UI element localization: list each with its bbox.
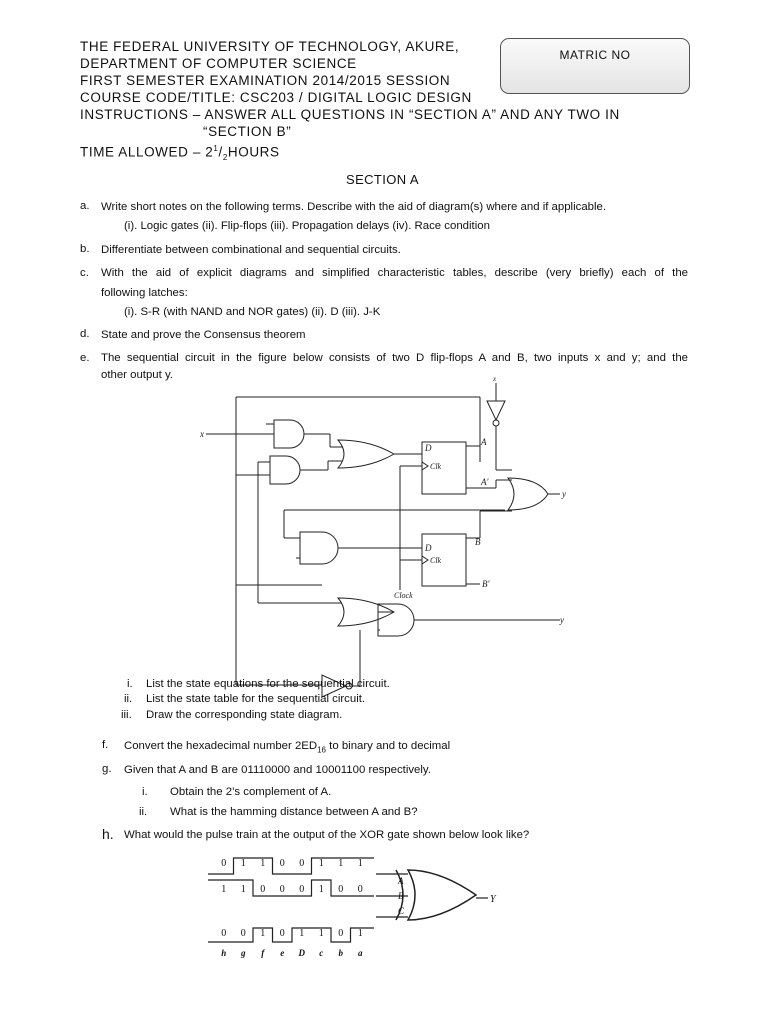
question-g-sub-i-text: Obtain the 2’s complement of A.: [170, 786, 332, 798]
wave-row2-bit-5: 1: [318, 884, 324, 895]
circuit-label-d-b: D: [425, 543, 432, 553]
question-h-label: h.: [102, 826, 114, 842]
question-b-text: Differentiate between combinational and sequential circuits.: [101, 244, 401, 256]
circuit-label-x: x: [200, 429, 204, 439]
question-g-text: Given that A and B are 01110000 and 10001100 respectively.: [124, 764, 431, 776]
question-c-label: c.: [80, 267, 89, 279]
section-title: SECTION A: [346, 172, 419, 187]
question-c-items: (i). S-R (with NAND and NOR gates) (ii). D (iii). J-K: [124, 306, 381, 318]
wave-row3-bit-1: 0: [240, 928, 246, 939]
wave-bottom-label-1: g: [241, 948, 246, 958]
header-course: COURSE CODE/TITLE: CSC203 / DIGITAL LOGIC DESIGN: [80, 90, 472, 105]
wave-row3-bit-0: 0: [221, 928, 227, 939]
wave-row1-bit-5: 1: [318, 858, 324, 869]
question-e-sub-iii-num: iii.: [121, 709, 132, 721]
question-g-sub-i-num: i.: [142, 786, 148, 798]
header-exam: FIRST SEMESTER EXAMINATION 2014/2015 SESSION: [80, 73, 451, 88]
wave-row2-bit-7: 0: [357, 884, 363, 895]
wave-row3-bit-7: 1: [357, 928, 363, 939]
header-department: DEPARTMENT OF COMPUTER SCIENCE: [80, 56, 357, 71]
question-g-label: g.: [102, 763, 112, 775]
question-e-sub-ii-num: ii.: [124, 693, 133, 705]
circuit-label-clock: Clock: [394, 591, 413, 600]
question-h-text: What would the pulse train at the output of the XOR gate shown below look like?: [124, 829, 530, 841]
wave-row2-bit-1: 1: [240, 884, 246, 895]
question-e-sub-ii-text: List the state table for the sequential circuit.: [146, 693, 366, 705]
question-d-text: State and prove the Consensus theorem: [101, 329, 306, 341]
wave-row1-bit-1: 1: [240, 858, 246, 869]
wave-bottom-label-5: c: [319, 948, 324, 958]
wave-row2-bit-3: 0: [279, 884, 285, 895]
wave-row2-bit-0: 1: [221, 884, 227, 895]
question-e-label: e.: [80, 352, 90, 364]
wave-bottom-label-6: b: [338, 948, 343, 958]
wave-row1-bit-4: 0: [299, 858, 305, 869]
circuit-label-a-prime: A': [481, 477, 489, 487]
question-a-items: (i). Logic gates (ii). Flip-flops (iii). Propagation delays (iv). Race condition: [124, 220, 490, 232]
wave-bottom-label-2: f: [261, 948, 265, 958]
wave-row2-bit-6: 0: [338, 884, 344, 895]
question-e-text: The sequential circuit in the figure below consists of two D flip-flops A and B, two inputs x and y; and the: [101, 352, 688, 364]
wave-bottom-label-3: e: [280, 948, 285, 958]
wave-row1-bit-7: 1: [357, 858, 363, 869]
header-instructions: INSTRUCTIONS – ANSWER ALL QUESTIONS IN “SECTION A” AND ANY TWO IN: [80, 107, 620, 122]
question-a-text: Write short notes on the following terms. Describe with the aid of diagram(s) where and if applicable.: [101, 201, 607, 213]
question-c-text: With the aid of explicit diagrams and simplified characteristic tables, describe (very briefly) each of the: [101, 267, 688, 279]
question-d-label: d.: [80, 328, 90, 340]
wave-row3-bit-5: 1: [318, 928, 324, 939]
question-g-sub-ii-text: What is the hamming distance between A and B?: [170, 806, 418, 818]
wave-row3-bit-6: 0: [338, 928, 344, 939]
wave-row2-bit-2: 0: [260, 884, 266, 895]
wave-row1-bit-2: 1: [260, 858, 266, 869]
circuit-label-y-bottom: y: [560, 615, 564, 625]
xor-output-y: Y: [490, 894, 496, 905]
question-c-text-cont: following latches:: [101, 287, 188, 299]
wave-bottom-label-0: h: [221, 948, 227, 958]
wave-row1-bit-3: 0: [279, 858, 285, 869]
matric-no-label: MATRIC NO: [559, 48, 631, 62]
header-instructions-cont: “SECTION B”: [203, 124, 292, 139]
wave-row3-bit-4: 1: [299, 928, 305, 939]
question-f-label: f.: [102, 739, 109, 751]
circuit-label-b: B: [475, 537, 481, 547]
question-b-label: b.: [80, 243, 90, 255]
header-time: TIME ALLOWED – $2^1/_2HOURS$: [80, 144, 280, 163]
wave-row1-bit-0: 0: [221, 858, 227, 869]
question-a-label: a.: [80, 200, 90, 212]
question-e-sub-i-num: i.: [127, 678, 133, 690]
xor-input-c: C: [398, 906, 405, 916]
question-f-text: Convert the hexadecimal number $2ED_{16}$ to binary and to decimal: [124, 740, 451, 755]
circuit-label-a: A: [481, 437, 487, 447]
wave-bottom-label-4: D: [298, 948, 305, 958]
circuit-label-b-prime: B': [482, 579, 490, 589]
circuit-label-clk-a: Clk: [430, 462, 442, 471]
wave-row2-line: [208, 880, 374, 896]
wave-bottom-label-7: a: [358, 948, 363, 958]
circuit-label-d-a: D: [425, 443, 432, 453]
wave-row3-bit-2: 1: [260, 928, 266, 939]
wave-row3-bit-3: 0: [279, 928, 285, 939]
question-g-sub-ii-num: ii.: [139, 806, 148, 818]
xor-input-b: B: [398, 891, 404, 901]
circuit-label-x-top: x: [493, 375, 497, 383]
xor-input-a: A: [398, 876, 404, 886]
header-university: THE FEDERAL UNIVERSITY OF TECHNOLOGY, AKURE,: [80, 39, 460, 54]
question-e-text-cont: other output y.: [101, 369, 173, 381]
question-e-sub-i-text: List the state equations for the sequential circuit.: [146, 678, 390, 690]
wave-row1-bit-6: 1: [338, 858, 344, 869]
circuit-label-clk-b: Clk: [430, 556, 442, 565]
wave-row2-bit-4: 0: [299, 884, 305, 895]
question-e-sub-iii-text: Draw the corresponding state diagram.: [146, 709, 343, 721]
circuit-label-y-out: y: [562, 489, 566, 499]
wave-row1-line: [208, 858, 374, 874]
wave-row3-line: [208, 928, 374, 942]
